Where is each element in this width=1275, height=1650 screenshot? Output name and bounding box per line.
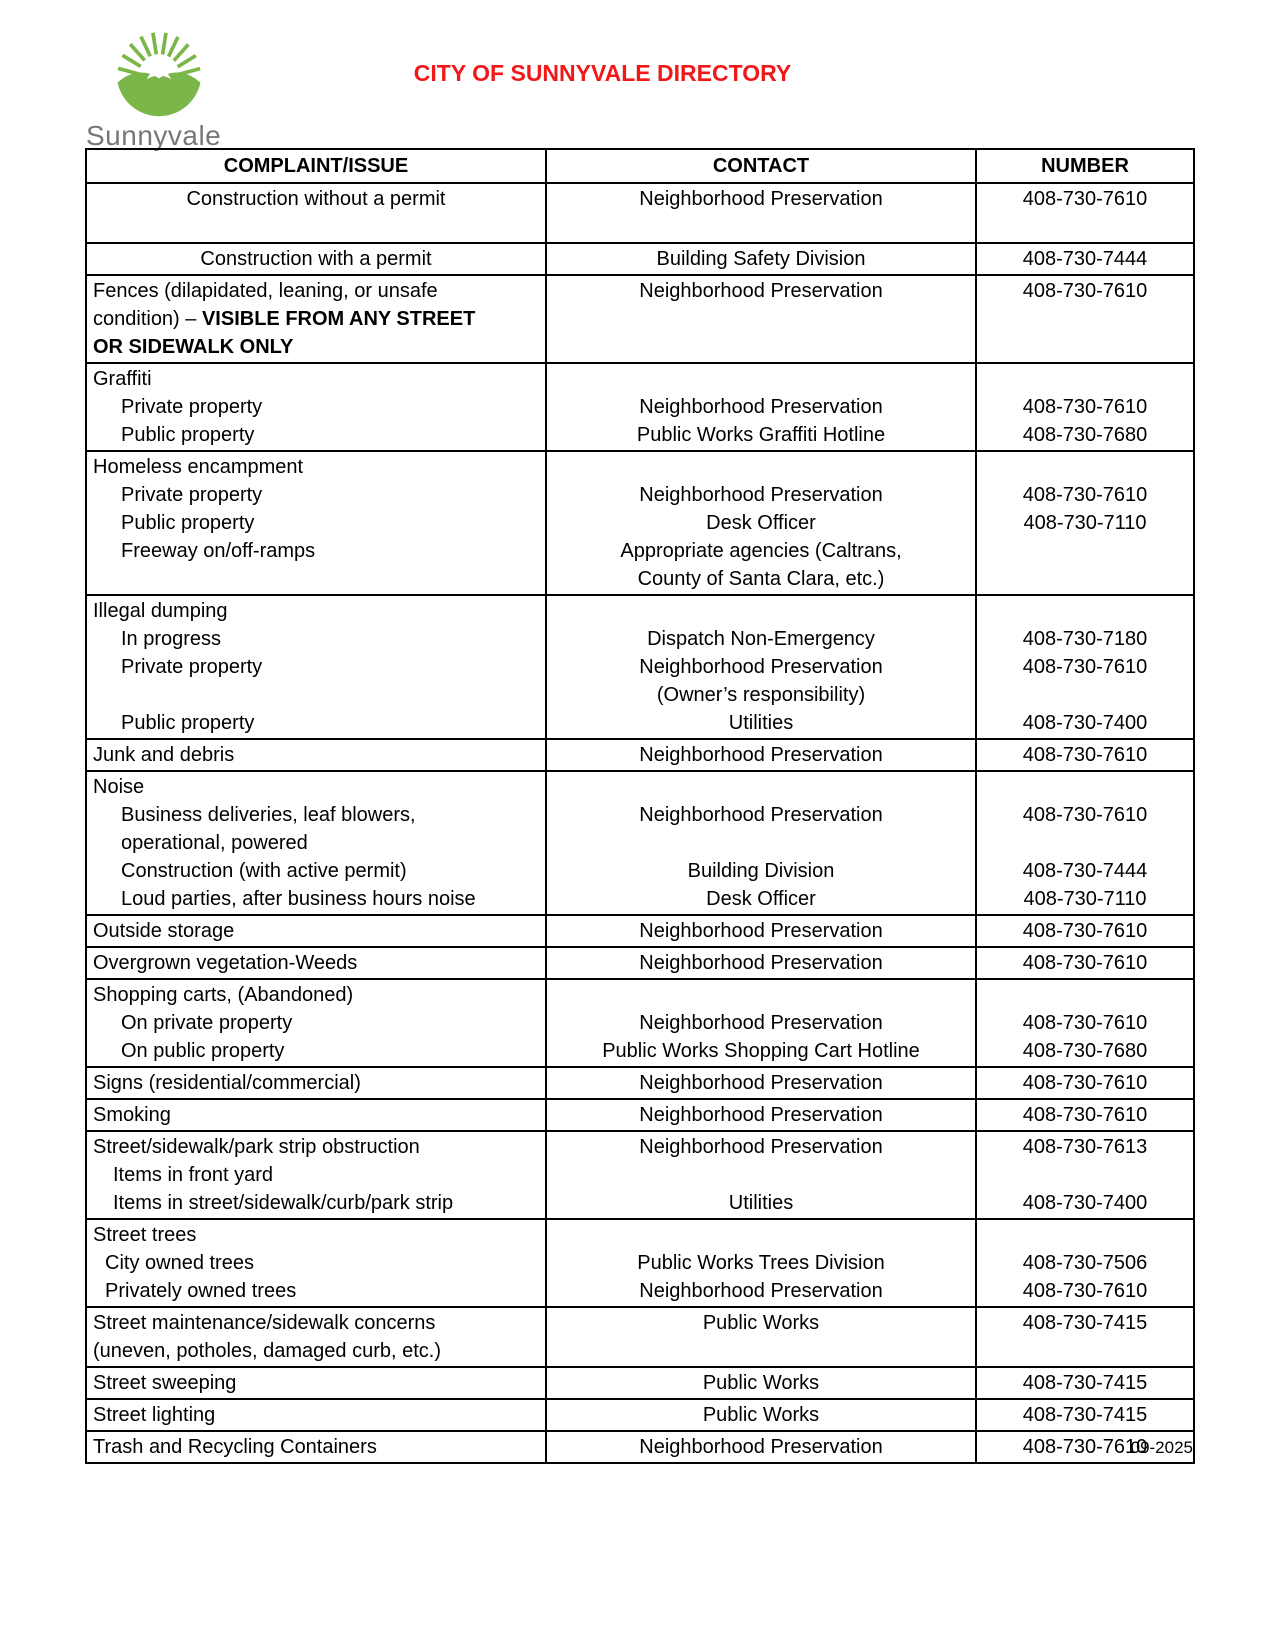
contact-cell: Neighborhood Preservation Building Division Desk Officer [546, 771, 976, 915]
number-cell: 408-730-7415 [976, 1399, 1194, 1431]
table-row [86, 1131, 1194, 1219]
table-row [86, 243, 1194, 275]
issue-cell: Shopping carts, (Abandoned) On private property On public property [86, 979, 546, 1067]
contact-cell: Neighborhood Preservation [546, 915, 976, 947]
number-cell: 408-730-7610 408-730-7110 [976, 451, 1194, 595]
number-cell: 408-730-7610 [976, 1099, 1194, 1131]
contact-cell: Neighborhood Preservation [546, 1431, 976, 1463]
table-row [86, 183, 1194, 243]
issue-cell: Construction without a permit [86, 183, 546, 243]
number-cell: 408-730-7610 [976, 183, 1194, 243]
issue-cell: Outside storage [86, 915, 546, 947]
number-cell: 408-730-7610 408-730-7680 [976, 363, 1194, 451]
table-row [86, 1099, 1194, 1131]
issue-cell: Street/sidewalk/park strip obstruction Items in front yard Items in street/sidewalk/curb/park strip [86, 1131, 546, 1219]
table-row [86, 1399, 1194, 1431]
issue-cell: Street maintenance/sidewalk concerns (uneven, potholes, damaged curb, etc.) [86, 1307, 546, 1367]
number-cell: 408-730-7610 [976, 947, 1194, 979]
contact-cell: Neighborhood Preservation [546, 739, 976, 771]
table-row [86, 771, 1194, 915]
number-cell: 408-730-7444 [976, 243, 1194, 275]
number-cell: 408-730-7613 408-730-7400 [976, 1131, 1194, 1219]
issue-cell: Street trees City owned trees Privately owned trees [86, 1219, 546, 1307]
table-row [86, 1367, 1194, 1399]
issue-cell: Fences (dilapidated, leaning, or unsafe condition) – VISIBLE FROM ANY STREET OR SIDEWALK ONLY [86, 275, 546, 363]
issue-cell: Construction with a permit [86, 243, 546, 275]
table-row [86, 275, 1194, 363]
table-row [86, 363, 1194, 451]
number-cell: 408-730-7610 [976, 915, 1194, 947]
number-cell: 408-730-7610 [976, 739, 1194, 771]
number-cell: 408-730-7610 408-730-7680 [976, 979, 1194, 1067]
table-row [86, 979, 1194, 1067]
contact-cell: Public Works [546, 1307, 976, 1367]
table-row [86, 1219, 1194, 1307]
issue-cell: Illegal dumping In progress Private property Public property [86, 595, 546, 739]
header-row [86, 149, 1194, 183]
issue-cell: Signs (residential/commercial) [86, 1067, 546, 1099]
page-title: CITY OF SUNNYVALE DIRECTORY [413, 60, 792, 86]
contact-cell: Neighborhood Preservation [546, 1067, 976, 1099]
number-cell: 408-730-7415 [976, 1307, 1194, 1367]
table-row [86, 1307, 1194, 1367]
number-cell: 408-730-7415 [976, 1367, 1194, 1399]
table-row [86, 595, 1194, 739]
number-cell: 408-730-7610 [976, 1067, 1194, 1099]
issue-cell: Smoking [86, 1099, 546, 1131]
number-cell: 408-730-7506 408-730-7610 [976, 1219, 1194, 1307]
number-cell: 408-730-7610 408-730-7444 408-730-7110 [976, 771, 1194, 915]
contact-cell: Neighborhood Preservation [546, 183, 976, 243]
issue-cell: Overgrown vegetation-Weeds [86, 947, 546, 979]
number-cell: 408-730-7610 [976, 275, 1194, 363]
issue-cell: Street lighting [86, 1399, 546, 1431]
table-row [86, 915, 1194, 947]
contact-cell: Public Works [546, 1399, 976, 1431]
revision-date: 09-2025 [1130, 1438, 1193, 1457]
issue-cell: Homeless encampment Private property Public property Freeway on/off-ramps [86, 451, 546, 595]
city-logo [84, 26, 234, 152]
table-row [86, 1431, 1194, 1463]
column-header-number: NUMBER [976, 149, 1194, 183]
contact-cell: Neighborhood Preservation [546, 947, 976, 979]
issue-cell: Noise Business deliveries, leaf blowers, operational, powered Construction (with active permit) Loud parties, after business hours noise [86, 771, 546, 915]
contact-cell: Public Works [546, 1367, 976, 1399]
table-row [86, 947, 1194, 979]
contact-cell: Building Safety Division [546, 243, 976, 275]
issue-cell: Graffiti Private property Public property [86, 363, 546, 451]
column-header-complaint: COMPLAINT/ISSUE [86, 149, 546, 183]
column-header-contact: CONTACT [546, 149, 976, 183]
table-row [86, 739, 1194, 771]
contact-cell: Neighborhood Preservation [546, 1099, 976, 1131]
contact-cell: Neighborhood Preservation Desk Officer Appropriate agencies (Caltrans, County of Santa Clara, etc.) [546, 451, 976, 595]
number-cell: 408-730-7180 408-730-7610 408-730-7400 [976, 595, 1194, 739]
table-row [86, 451, 1194, 595]
contact-cell: Neighborhood Preservation Utilities [546, 1131, 976, 1219]
logo-wordmark: Sunnyvale [86, 120, 222, 151]
contact-cell: Public Works Trees Division Neighborhood Preservation [546, 1219, 976, 1307]
number-cell: 408-730-7610 [976, 1431, 1194, 1463]
issue-cell: Junk and debris [86, 739, 546, 771]
contact-cell: Dispatch Non-Emergency Neighborhood Preservation (Owner’s responsibility) Utilities [546, 595, 976, 739]
table-row [86, 1067, 1194, 1099]
contact-cell: Neighborhood Preservation Public Works Graffiti Hotline [546, 363, 976, 451]
contact-cell: Neighborhood Preservation Public Works Shopping Cart Hotline [546, 979, 976, 1067]
issue-cell: Trash and Recycling Containers [86, 1431, 546, 1463]
contact-cell: Neighborhood Preservation [546, 275, 976, 363]
issue-cell: Street sweeping [86, 1367, 546, 1399]
directory-table [85, 148, 1195, 1464]
